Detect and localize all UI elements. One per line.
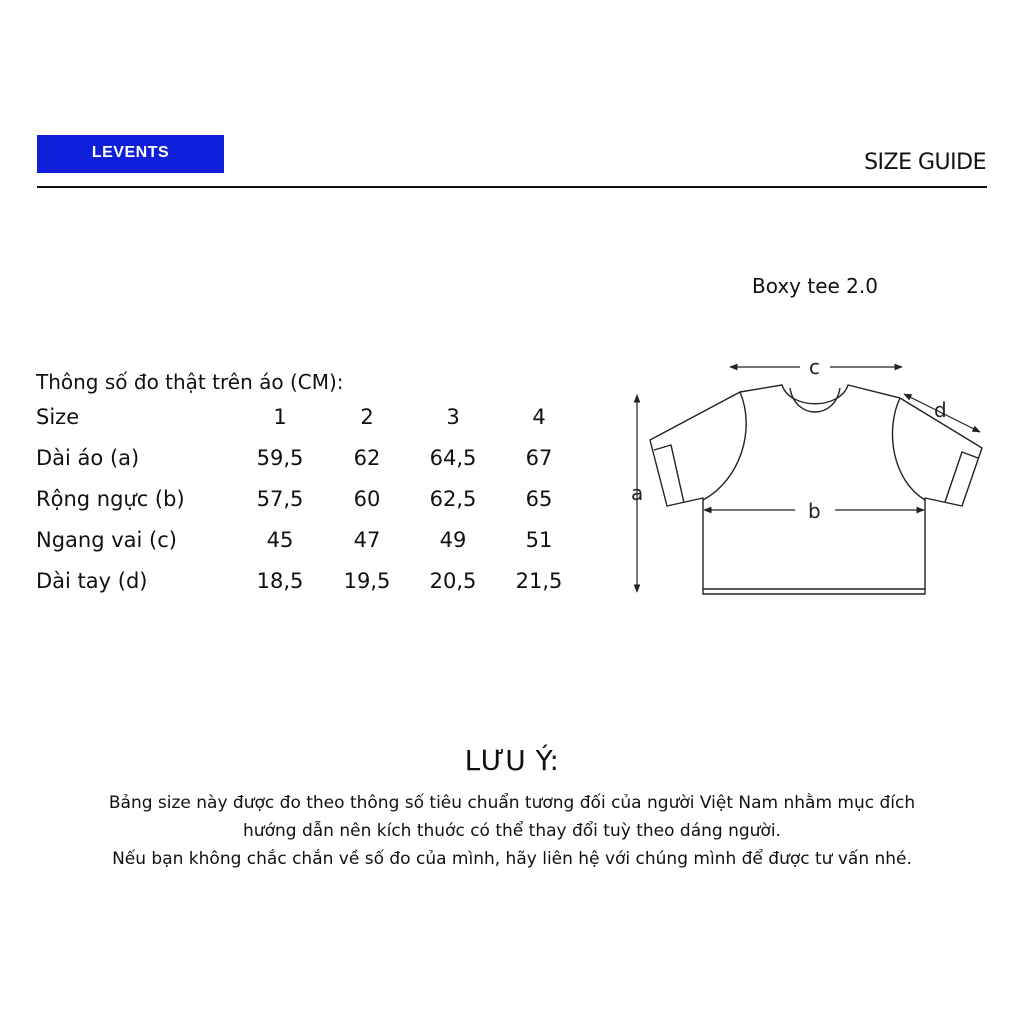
table-cell: 64,5	[429, 446, 477, 470]
brand-logo	[37, 135, 224, 173]
table-row	[36, 487, 596, 528]
label-b: b	[808, 499, 821, 523]
table-cell: 47	[353, 528, 381, 552]
row-label: Dài áo (a)	[36, 446, 140, 470]
t-shirt-outline-icon	[650, 385, 982, 594]
t-shirt-diagram	[620, 350, 990, 610]
size-table	[36, 405, 596, 610]
note-line: Nếu bạn không chắc chắn về số đo của mình, hãy liên hệ với chúng mình để được tư vấn nhé.	[112, 849, 912, 869]
table-row	[36, 569, 596, 610]
table-caption: Thông số đo thật trên áo (CM):	[36, 370, 344, 394]
note-line: hướng dẫn nên kích thuớc có thể thay đổi tuỳ theo dáng người.	[243, 821, 781, 841]
table-cell: 57,5	[256, 487, 304, 511]
note-line: Bảng size này được đo theo thông số tiêu chuẩn tương đối của người Việt Nam nhằm mục đích	[108, 793, 916, 813]
table-cell: 18,5	[256, 569, 304, 593]
size-header-cell: 1	[273, 405, 287, 429]
table-row	[36, 446, 596, 487]
table-cell: 62	[353, 446, 381, 470]
table-cell: 19,5	[343, 569, 391, 593]
header-divider	[37, 186, 987, 188]
row-label: Ngang vai (c)	[36, 528, 177, 552]
note-title: LƯU Ý:	[464, 744, 560, 777]
row-label: Dài tay (d)	[36, 569, 148, 593]
label-d: d	[934, 398, 947, 422]
page-title: SIZE GUIDE	[864, 150, 986, 175]
table-cell: 67	[525, 446, 553, 470]
table-cell: 21,5	[515, 569, 563, 593]
table-cell: 62,5	[429, 487, 477, 511]
brand-name: LEVENTS	[91, 144, 170, 161]
table-cell: 51	[525, 528, 553, 552]
size-header-cell: 3	[446, 405, 460, 429]
row-label: Rộng ngực (b)	[36, 487, 185, 511]
size-header-cell: 4	[532, 405, 546, 429]
product-name: Boxy tee 2.0	[752, 274, 878, 298]
table-cell: 49	[439, 528, 467, 552]
label-c: c	[809, 355, 820, 379]
table-row	[36, 528, 596, 569]
table-cell: 59,5	[256, 446, 304, 470]
table-cell: 20,5	[429, 569, 477, 593]
table-cell: 60	[353, 487, 381, 511]
table-cell: 65	[525, 487, 553, 511]
table-cell: 45	[266, 528, 294, 552]
label-a: a	[631, 481, 644, 505]
size-header-label: Size	[36, 405, 80, 429]
table-header-row	[36, 405, 596, 446]
size-header-cell: 2	[360, 405, 374, 429]
measurement-arrows	[637, 367, 980, 592]
